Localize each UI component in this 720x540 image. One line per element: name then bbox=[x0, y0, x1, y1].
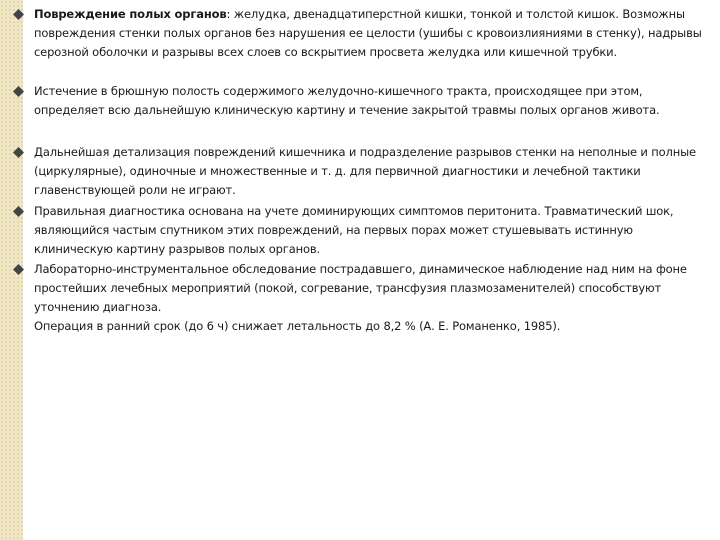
bullet-text-5 bbox=[34, 260, 703, 336]
diamond-bullet-icon bbox=[13, 147, 24, 158]
bullet-text-1 bbox=[34, 5, 703, 62]
bullet-5-extra-line: Операция в ранний срок (до 6 ч) снижает летальность до 8,2 % (А. Е. Романенко, 1985). bbox=[34, 319, 561, 333]
bullet-item-3 bbox=[13, 143, 703, 200]
bullet-5-body: Лабораторно-инструментальное обследование пострадавшего, динамическое наблюдение над ним на фоне простейших лечебных мероприятий (покой, согревание, трансфузия плазмозаменителей) способствуют уточнению диагноза. bbox=[34, 262, 687, 314]
bullet-text-4: Правильная диагностика основана на учете доминирующих симптомов перитонита. Травматический шок, являющийся частым спутником этих повреждений, на первых порах может стушевывать истинную клиническую картину разрывов полых органов. bbox=[34, 204, 674, 256]
diamond-bullet-icon bbox=[13, 206, 24, 217]
bullet-text-3: Дальнейшая детализация повреждений кишечника и подразделение разрывов стенки на неполные и полные (циркулярные), одиночные и множественные и т. д. для первичной диагностики и лечебной тактики главенствующей роли не играют. bbox=[34, 145, 696, 197]
bullet-1-body: : желудка, двенадцатиперстной кишки, тонкой и толстой кишок. Возможны повреждения стенки полых органов без нарушения ее целости (ушибы с кровоизлияниями в стенку), надрывы серозной оболочки и разрывы всех слоев со вскрытием просвета желудка или кишечной трубки. bbox=[34, 7, 702, 59]
bullet-item-5 bbox=[13, 260, 703, 336]
bullet-item-2 bbox=[13, 82, 703, 120]
bullet-1-bold-lead: Повреждение полых органов bbox=[34, 7, 227, 21]
bullet-text-2: Истечение в брюшную полость содержимого желудочно-кишечного тракта, происходящее при этом, определяет всю дальнейшую клиническую картину и течение закрытой травмы полых органов живота. bbox=[34, 84, 660, 117]
diamond-bullet-icon bbox=[13, 86, 24, 97]
bullet-item-1 bbox=[13, 5, 703, 62]
diamond-bullet-icon bbox=[13, 264, 24, 275]
diamond-bullet-icon bbox=[13, 9, 24, 20]
bullet-item-4 bbox=[13, 202, 703, 259]
